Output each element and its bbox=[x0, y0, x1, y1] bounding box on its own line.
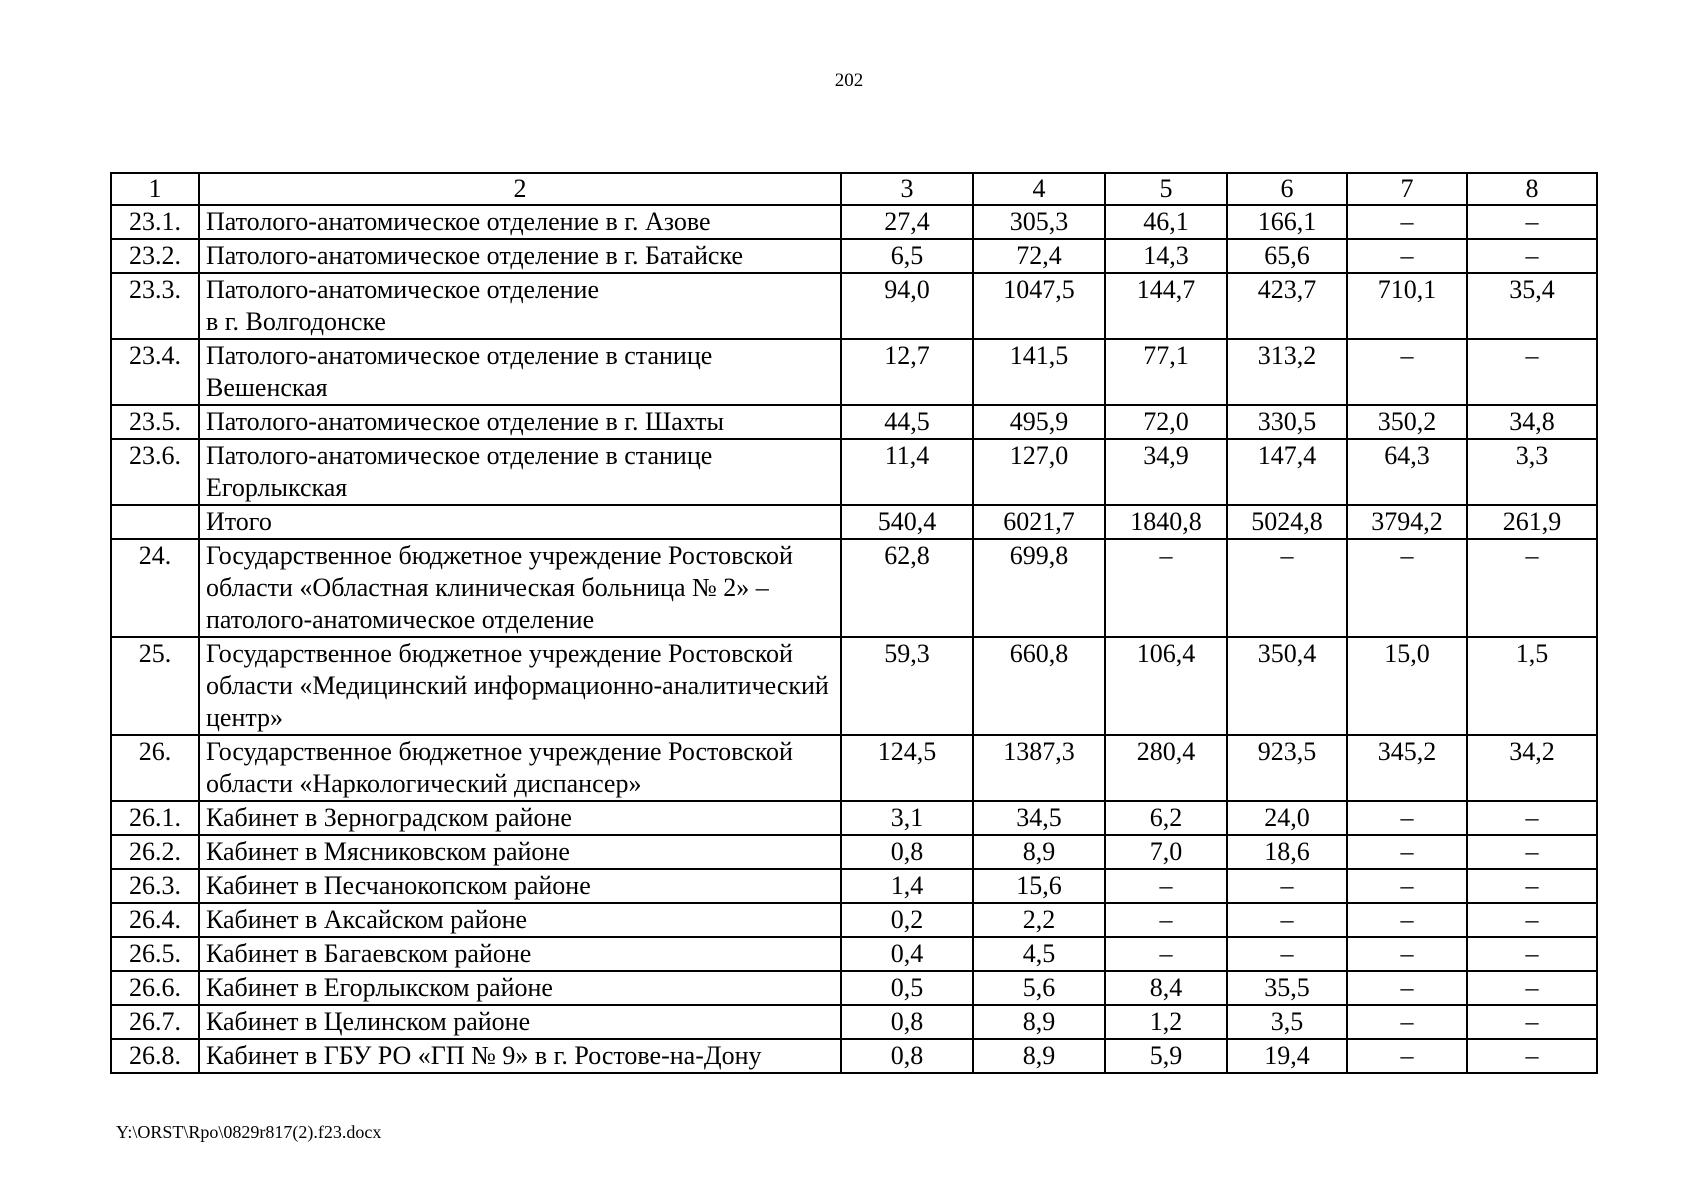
value-cell: – bbox=[1105, 937, 1227, 971]
value-cell: – bbox=[1467, 539, 1597, 637]
table-row bbox=[111, 801, 1597, 835]
value-cell: 0,5 bbox=[841, 971, 973, 1005]
value-cell: – bbox=[1105, 869, 1227, 903]
value-cell: 72,4 bbox=[973, 239, 1105, 273]
value-cell: 5,6 bbox=[973, 971, 1105, 1005]
row-number-cell: 26.4. bbox=[111, 903, 199, 937]
table-row bbox=[111, 903, 1597, 937]
row-name-cell: Кабинет в Егорлыкском районе bbox=[199, 971, 841, 1005]
value-cell: 3,5 bbox=[1227, 1005, 1347, 1039]
value-cell: 3,1 bbox=[841, 801, 973, 835]
table-row bbox=[111, 1005, 1597, 1039]
value-cell: 35,5 bbox=[1227, 971, 1347, 1005]
value-cell: 166,1 bbox=[1227, 205, 1347, 239]
column-header: 3 bbox=[841, 173, 973, 205]
table-row bbox=[111, 869, 1597, 903]
column-header: 8 bbox=[1467, 173, 1597, 205]
value-cell: – bbox=[1347, 801, 1467, 835]
row-name-cell: Кабинет в ГБУ РО «ГП № 9» в г. Ростове-на-Дону bbox=[199, 1039, 841, 1073]
table-row bbox=[111, 937, 1597, 971]
row-number-cell: 23.2. bbox=[111, 239, 199, 273]
row-name-cell: Кабинет в Мясниковском районе bbox=[199, 835, 841, 869]
column-header: 4 bbox=[973, 173, 1105, 205]
value-cell: 5024,8 bbox=[1227, 505, 1347, 539]
column-header: 6 bbox=[1227, 173, 1347, 205]
row-number-cell: 23.6. bbox=[111, 439, 199, 505]
value-cell: 6,5 bbox=[841, 239, 973, 273]
row-name-cell: Кабинет в Аксайском районе bbox=[199, 903, 841, 937]
value-cell: 34,5 bbox=[973, 801, 1105, 835]
value-cell: 423,7 bbox=[1227, 273, 1347, 339]
value-cell: 305,3 bbox=[973, 205, 1105, 239]
row-number-cell: 26.3. bbox=[111, 869, 199, 903]
value-cell: – bbox=[1467, 869, 1597, 903]
value-cell: 24,0 bbox=[1227, 801, 1347, 835]
value-cell: 345,2 bbox=[1347, 735, 1467, 801]
footer-file-path: Y:\ORST\Rpo\0829r817(2).f23.docx bbox=[116, 1122, 382, 1142]
value-cell: 34,2 bbox=[1467, 735, 1597, 801]
data-table bbox=[110, 172, 1598, 1074]
value-cell: 710,1 bbox=[1347, 273, 1467, 339]
row-name-cell: Кабинет в Целинском районе bbox=[199, 1005, 841, 1039]
value-cell: 0,4 bbox=[841, 937, 973, 971]
table-row bbox=[111, 205, 1597, 239]
table-row bbox=[111, 835, 1597, 869]
row-number-cell: 26.7. bbox=[111, 1005, 199, 1039]
value-cell: 18,6 bbox=[1227, 835, 1347, 869]
value-cell: – bbox=[1105, 903, 1227, 937]
value-cell: 330,5 bbox=[1227, 405, 1347, 439]
table-row bbox=[111, 1039, 1597, 1073]
value-cell: 141,5 bbox=[973, 339, 1105, 405]
value-cell: – bbox=[1347, 239, 1467, 273]
value-cell: 350,4 bbox=[1227, 637, 1347, 735]
value-cell: 261,9 bbox=[1467, 505, 1597, 539]
value-cell: – bbox=[1467, 903, 1597, 937]
value-cell: 4,5 bbox=[973, 937, 1105, 971]
value-cell: – bbox=[1347, 205, 1467, 239]
value-cell: – bbox=[1347, 869, 1467, 903]
value-cell: 8,4 bbox=[1105, 971, 1227, 1005]
value-cell: 8,9 bbox=[973, 835, 1105, 869]
value-cell: 27,4 bbox=[841, 205, 973, 239]
value-cell: 72,0 bbox=[1105, 405, 1227, 439]
value-cell: – bbox=[1227, 869, 1347, 903]
value-cell: 44,5 bbox=[841, 405, 973, 439]
value-cell: 77,1 bbox=[1105, 339, 1227, 405]
table-row bbox=[111, 273, 1597, 339]
value-cell: 280,4 bbox=[1105, 735, 1227, 801]
value-cell: – bbox=[1347, 937, 1467, 971]
value-cell: 94,0 bbox=[841, 273, 973, 339]
row-number-cell: 26.6. bbox=[111, 971, 199, 1005]
value-cell: 62,8 bbox=[841, 539, 973, 637]
value-cell: – bbox=[1347, 971, 1467, 1005]
table-row bbox=[111, 735, 1597, 801]
value-cell: 35,4 bbox=[1467, 273, 1597, 339]
row-name-cell: Патолого-анатомическое отделение в станице Вешенская bbox=[199, 339, 841, 405]
value-cell: 5,9 bbox=[1105, 1039, 1227, 1073]
value-cell: 495,9 bbox=[973, 405, 1105, 439]
value-cell: – bbox=[1467, 1039, 1597, 1073]
value-cell: – bbox=[1347, 835, 1467, 869]
value-cell: – bbox=[1347, 339, 1467, 405]
value-cell: 19,4 bbox=[1227, 1039, 1347, 1073]
row-number-cell: 23.4. bbox=[111, 339, 199, 405]
value-cell: – bbox=[1227, 903, 1347, 937]
value-cell: 34,8 bbox=[1467, 405, 1597, 439]
value-cell: 699,8 bbox=[973, 539, 1105, 637]
row-name-cell: Государственное бюджетное учреждение Ростовской области «Медицинский информационно-аналитический центр» bbox=[199, 637, 841, 735]
value-cell: 64,3 bbox=[1347, 439, 1467, 505]
value-cell: 144,7 bbox=[1105, 273, 1227, 339]
value-cell: – bbox=[1227, 539, 1347, 637]
value-cell: – bbox=[1227, 937, 1347, 971]
value-cell: 3,3 bbox=[1467, 439, 1597, 505]
table-row bbox=[111, 439, 1597, 505]
column-header: 7 bbox=[1347, 173, 1467, 205]
value-cell: 59,3 bbox=[841, 637, 973, 735]
value-cell: – bbox=[1347, 1039, 1467, 1073]
value-cell: – bbox=[1347, 539, 1467, 637]
row-name-cell: Патолого-анатомическое отделение в г. Шахты bbox=[199, 405, 841, 439]
row-number-cell: 26.1. bbox=[111, 801, 199, 835]
row-number-cell: 24. bbox=[111, 539, 199, 637]
table-row bbox=[111, 505, 1597, 539]
row-name-cell: Кабинет в Зерноградском районе bbox=[199, 801, 841, 835]
value-cell: – bbox=[1347, 903, 1467, 937]
table-row bbox=[111, 971, 1597, 1005]
value-cell: 6021,7 bbox=[973, 505, 1105, 539]
value-cell: 15,0 bbox=[1347, 637, 1467, 735]
value-cell: 34,9 bbox=[1105, 439, 1227, 505]
row-number-cell: 26. bbox=[111, 735, 199, 801]
value-cell: 8,9 bbox=[973, 1005, 1105, 1039]
table-row bbox=[111, 239, 1597, 273]
column-header: 1 bbox=[111, 173, 199, 205]
value-cell: 14,3 bbox=[1105, 239, 1227, 273]
value-cell: 2,2 bbox=[973, 903, 1105, 937]
value-cell: 15,6 bbox=[973, 869, 1105, 903]
column-header: 5 bbox=[1105, 173, 1227, 205]
row-name-cell: Патолого-анатомическое отделение в г. Волгодонске bbox=[199, 273, 841, 339]
value-cell: – bbox=[1467, 205, 1597, 239]
value-cell: 1,4 bbox=[841, 869, 973, 903]
value-cell: 127,0 bbox=[973, 439, 1105, 505]
value-cell: 0,8 bbox=[841, 1039, 973, 1073]
value-cell: – bbox=[1467, 835, 1597, 869]
row-number-cell: 25. bbox=[111, 637, 199, 735]
value-cell: 6,2 bbox=[1105, 801, 1227, 835]
row-name-cell: Патолого-анатомическое отделение в г. Азове bbox=[199, 205, 841, 239]
row-number-cell: 23.3. bbox=[111, 273, 199, 339]
row-number-cell: 26.8. bbox=[111, 1039, 199, 1073]
value-cell: – bbox=[1467, 937, 1597, 971]
row-number-cell: 26.5. bbox=[111, 937, 199, 971]
value-cell: 923,5 bbox=[1227, 735, 1347, 801]
table-row bbox=[111, 637, 1597, 735]
value-cell: 540,4 bbox=[841, 505, 973, 539]
value-cell: – bbox=[1105, 539, 1227, 637]
value-cell: – bbox=[1467, 1005, 1597, 1039]
value-cell: 106,4 bbox=[1105, 637, 1227, 735]
row-name-cell: Государственное бюджетное учреждение Ростовской области «Областная клиническая больница № 2» – патолого-анатомическое отделение bbox=[199, 539, 841, 637]
value-cell: 65,6 bbox=[1227, 239, 1347, 273]
row-name-cell: Кабинет в Песчанокопском районе bbox=[199, 869, 841, 903]
value-cell: 0,8 bbox=[841, 1005, 973, 1039]
value-cell: 0,2 bbox=[841, 903, 973, 937]
column-header: 2 bbox=[199, 173, 841, 205]
row-number-cell: 26.2. bbox=[111, 835, 199, 869]
row-number-cell: 23.5. bbox=[111, 405, 199, 439]
value-cell: 124,5 bbox=[841, 735, 973, 801]
value-cell: 1,2 bbox=[1105, 1005, 1227, 1039]
table-row bbox=[111, 405, 1597, 439]
value-cell: 1,5 bbox=[1467, 637, 1597, 735]
value-cell: 12,7 bbox=[841, 339, 973, 405]
row-name-cell: Патолого-анатомическое отделение в станице Егорлыкская bbox=[199, 439, 841, 505]
value-cell: 0,8 bbox=[841, 835, 973, 869]
row-name-cell: Государственное бюджетное учреждение Ростовской области «Наркологический диспансер» bbox=[199, 735, 841, 801]
value-cell: 3794,2 bbox=[1347, 505, 1467, 539]
value-cell: 7,0 bbox=[1105, 835, 1227, 869]
value-cell: 147,4 bbox=[1227, 439, 1347, 505]
value-cell: 660,8 bbox=[973, 637, 1105, 735]
value-cell: – bbox=[1467, 801, 1597, 835]
value-cell: – bbox=[1467, 971, 1597, 1005]
value-cell: 1387,3 bbox=[973, 735, 1105, 801]
row-number-cell: 23.1. bbox=[111, 205, 199, 239]
table-row bbox=[111, 539, 1597, 637]
value-cell: 313,2 bbox=[1227, 339, 1347, 405]
row-name-cell: Итого bbox=[199, 505, 841, 539]
value-cell: – bbox=[1467, 339, 1597, 405]
row-number-cell bbox=[111, 505, 199, 539]
value-cell: 11,4 bbox=[841, 439, 973, 505]
value-cell: 46,1 bbox=[1105, 205, 1227, 239]
page-number: 202 bbox=[834, 70, 864, 91]
value-cell: – bbox=[1347, 1005, 1467, 1039]
value-cell: 1047,5 bbox=[973, 273, 1105, 339]
value-cell: 8,9 bbox=[973, 1039, 1105, 1073]
table-header-row bbox=[111, 173, 1597, 205]
row-name-cell: Кабинет в Багаевском районе bbox=[199, 937, 841, 971]
table-row bbox=[111, 339, 1597, 405]
row-name-cell: Патолого-анатомическое отделение в г. Батайске bbox=[199, 239, 841, 273]
value-cell: – bbox=[1467, 239, 1597, 273]
value-cell: 1840,8 bbox=[1105, 505, 1227, 539]
value-cell: 350,2 bbox=[1347, 405, 1467, 439]
